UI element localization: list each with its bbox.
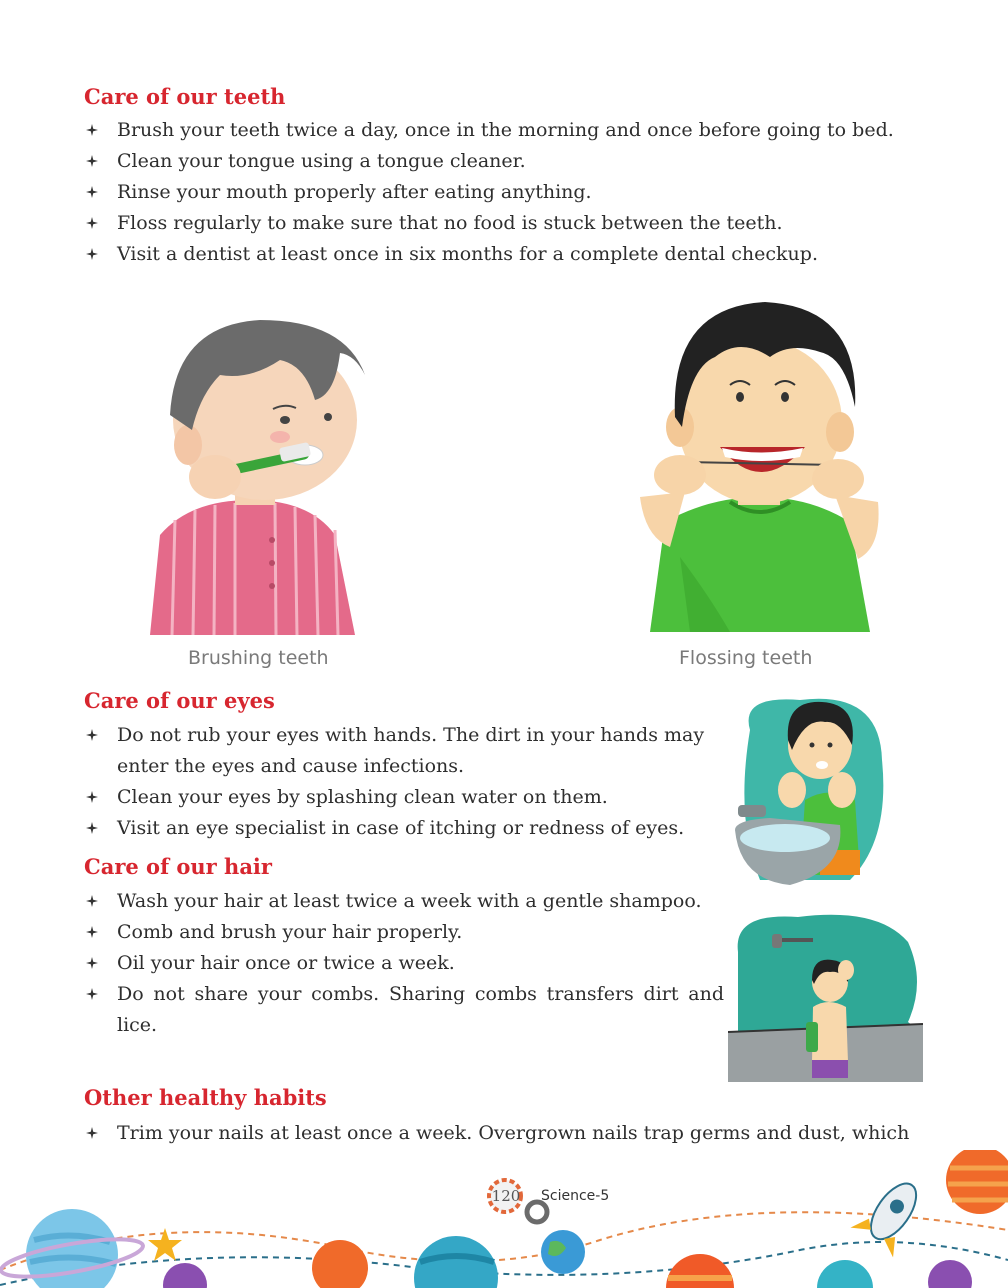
list-item bbox=[84, 948, 724, 979]
list-item bbox=[84, 720, 714, 782]
brushing-caption: Brushing teeth bbox=[188, 647, 329, 669]
flossing-caption: Flossing teeth bbox=[679, 647, 813, 669]
star-bullet-icon bbox=[86, 239, 100, 270]
other-habits-list bbox=[84, 1118, 944, 1149]
star-bullet-icon bbox=[86, 146, 100, 177]
brushing-teeth-illustration bbox=[130, 305, 370, 635]
star-bullet-icon bbox=[86, 782, 100, 813]
star-bullet-icon bbox=[86, 208, 100, 239]
list-item-text: Comb and brush your hair properly. bbox=[117, 921, 463, 943]
heading-other-habits: Other healthy habits bbox=[84, 1085, 327, 1110]
book-title: Science-5 bbox=[541, 1188, 610, 1204]
list-item bbox=[84, 813, 714, 844]
star-bullet-icon bbox=[86, 1118, 100, 1149]
footer-decoration bbox=[0, 1150, 1008, 1288]
list-item bbox=[84, 177, 904, 208]
teeth-list bbox=[84, 115, 904, 270]
list-item-text: Wash your hair at least twice a week with a gentle shampoo. bbox=[117, 890, 702, 912]
list-item bbox=[84, 782, 714, 813]
list-item bbox=[84, 146, 904, 177]
list-item bbox=[84, 886, 724, 917]
star-bullet-icon bbox=[86, 813, 100, 844]
star-bullet-icon bbox=[86, 948, 100, 979]
list-item-text: Floss regularly to make sure that no food is stuck between the teeth. bbox=[117, 212, 783, 234]
star-bullet-icon bbox=[86, 177, 100, 208]
list-item bbox=[84, 1118, 944, 1149]
shower-illustration bbox=[728, 912, 923, 1082]
star-bullet-icon bbox=[86, 979, 100, 1010]
list-item-text: Rinse your mouth properly after eating anything. bbox=[117, 181, 592, 203]
list-item-text: Do not rub your eyes with hands. The dirt in your hands may enter the eyes and cause infections. bbox=[117, 724, 705, 777]
flossing-teeth-illustration bbox=[620, 297, 898, 632]
list-item-text: Clean your eyes by splashing clean water on them. bbox=[117, 786, 608, 808]
list-item-text: Visit a dentist at least once in six months for a complete dental checkup. bbox=[117, 243, 818, 265]
list-item bbox=[84, 979, 724, 1041]
list-item bbox=[84, 115, 904, 146]
hair-list bbox=[84, 886, 724, 1041]
heading-eyes: Care of our eyes bbox=[84, 688, 275, 713]
list-item-text: Trim your nails at least once a week. Overgrown nails trap germs and dust, which bbox=[117, 1122, 910, 1144]
list-item-text: Oil your hair once or twice a week. bbox=[117, 952, 455, 974]
heading-hair: Care of our hair bbox=[84, 854, 272, 879]
list-item-text: Visit an eye specialist in case of itching or redness of eyes. bbox=[117, 817, 685, 839]
heading-teeth: Care of our teeth bbox=[84, 84, 286, 109]
list-item bbox=[84, 239, 904, 270]
list-item bbox=[84, 917, 724, 948]
star-bullet-icon bbox=[86, 115, 100, 146]
list-item-text: Brush your teeth twice a day, once in the morning and once before going to bed. bbox=[117, 119, 894, 141]
star-bullet-icon bbox=[86, 886, 100, 917]
star-bullet-icon bbox=[86, 720, 100, 751]
star-bullet-icon bbox=[86, 917, 100, 948]
list-item-text: Clean your tongue using a tongue cleaner. bbox=[117, 150, 526, 172]
washing-eyes-illustration bbox=[730, 690, 890, 890]
list-item-text: Do not share your combs. Sharing combs transfers dirt and lice. bbox=[117, 983, 724, 1036]
list-item bbox=[84, 208, 904, 239]
eyes-list bbox=[84, 720, 714, 844]
page-number: 120 bbox=[491, 1187, 521, 1205]
